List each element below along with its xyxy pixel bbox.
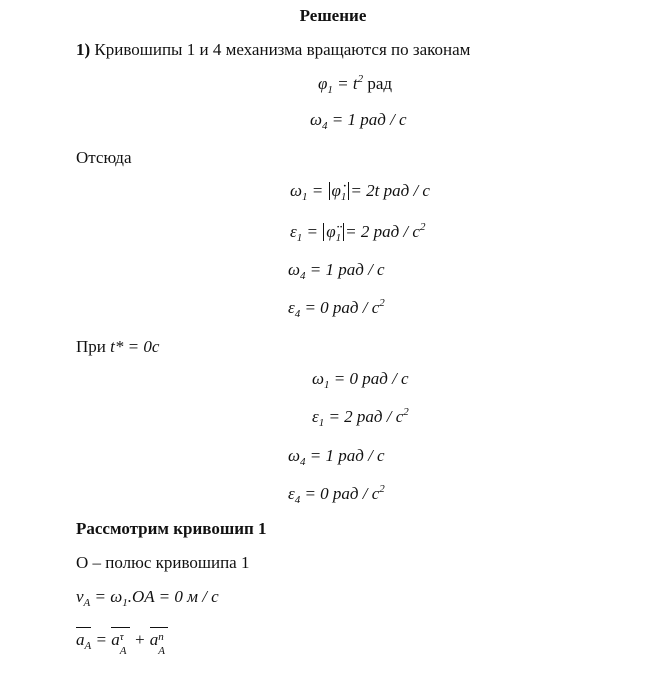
phi1-power: 2 bbox=[357, 73, 364, 85]
formula-omega1-derived: $\omega_1$ = $\varphi̇_1 = 2t$ рад / с bbox=[290, 181, 430, 203]
omega-subscript: 4 bbox=[322, 120, 328, 132]
epsilon-symbol: ε bbox=[312, 407, 319, 426]
omega-subscript: 1 bbox=[302, 191, 308, 203]
v-symbol: v bbox=[76, 587, 84, 606]
intro-number: 1) bbox=[76, 40, 91, 59]
eps1-derived-value: = 2 рад / с bbox=[345, 222, 420, 241]
v-subscript: A bbox=[83, 597, 91, 609]
abs-phi-ddot bbox=[323, 222, 344, 244]
omega-symbol: ω bbox=[288, 446, 301, 465]
epsilon-symbol: ε bbox=[288, 484, 295, 503]
a-n-indices bbox=[158, 631, 168, 657]
eps1-at-value: = 2 рад / с bbox=[324, 407, 404, 426]
formula-eps1-at bbox=[312, 407, 409, 427]
eps4-power: 2 bbox=[379, 297, 385, 309]
omega-symbol: ω bbox=[310, 110, 323, 129]
epsilon-subscript: 1 bbox=[318, 417, 325, 429]
formula-omega4-at bbox=[288, 446, 385, 466]
omega1-at-value: = 0 рад / с bbox=[329, 369, 409, 388]
omega-symbol: ω bbox=[312, 369, 325, 388]
formula-eps4-derived bbox=[288, 298, 385, 318]
abs-phi-dot bbox=[329, 181, 350, 203]
aA-plus: + bbox=[129, 630, 150, 649]
vA-omega-subscript: 1 bbox=[122, 597, 128, 609]
a-symbol: a bbox=[76, 630, 85, 649]
omega-symbol: ω bbox=[288, 260, 301, 279]
epsilon-symbol: ε bbox=[288, 298, 295, 317]
vA-value: .OA = 0 м / с bbox=[127, 587, 219, 606]
a-tau-indices bbox=[119, 631, 130, 657]
at-time-line bbox=[76, 337, 159, 357]
at-time-label: При bbox=[76, 337, 111, 356]
formula-phi1-law bbox=[318, 74, 392, 94]
phi1-equals-t: = t bbox=[332, 74, 358, 93]
eps4-derived-value: = 0 рад / с bbox=[300, 298, 380, 317]
formula-eps1-derived: $\varepsilon_1$ = $\varphï_1 = 2$ рад / $с^2$ bbox=[290, 221, 426, 244]
pole-text: О – полюс кривошипа 1 bbox=[76, 553, 250, 572]
vA-omega: = ω bbox=[90, 587, 123, 606]
omega1-derived-value: = 2t рад / с bbox=[350, 181, 430, 200]
phi-dot-subscript: 1 bbox=[340, 191, 347, 203]
section-heading: Рассмотрим кривошип 1 bbox=[76, 519, 267, 538]
intro-line bbox=[76, 40, 470, 60]
omega-subscript: 4 bbox=[300, 270, 306, 282]
intro-text: Кривошипы 1 и 4 механизма вращаются по законам bbox=[94, 40, 471, 59]
formula-omega4-derived bbox=[288, 260, 385, 280]
omega4-at-value: = 1 рад / с bbox=[305, 446, 385, 465]
at-time-expr: t* = 0с bbox=[110, 337, 160, 356]
omega4-value: = 1 рад / с bbox=[327, 110, 407, 129]
omega-symbol: ω bbox=[290, 181, 303, 200]
formula-omega1-at bbox=[312, 369, 409, 389]
a-n-symbol: a bbox=[149, 630, 159, 649]
phi-symbol: φ bbox=[318, 74, 328, 93]
aA-vector bbox=[76, 627, 91, 650]
eps4-at-power: 2 bbox=[379, 483, 385, 495]
tau-superscript: τ bbox=[119, 631, 124, 643]
epsilon-subscript: 4 bbox=[294, 494, 301, 506]
phi1-unit: рад bbox=[363, 74, 393, 93]
a-tau-subscript: A bbox=[119, 645, 127, 657]
formula-omega4-law bbox=[310, 110, 407, 130]
phi-dot: φ̇ bbox=[331, 181, 341, 200]
page-title: Решение bbox=[299, 6, 367, 25]
formula-eps4-at bbox=[288, 484, 385, 504]
omega-subscript: 4 bbox=[300, 456, 306, 468]
epsilon-subscript: 4 bbox=[294, 308, 301, 320]
epsilon-subscript: 1 bbox=[296, 232, 303, 244]
eps4-at-value: = 0 рад / с bbox=[300, 484, 380, 503]
aA-tau-vector bbox=[111, 627, 130, 657]
epsilon-symbol: ε bbox=[290, 222, 297, 241]
a-tau-symbol: a bbox=[111, 630, 120, 649]
hence-label: Отсюда bbox=[76, 148, 132, 167]
a-n-subscript: A bbox=[158, 645, 165, 657]
phi-ddot: φ̈ bbox=[326, 222, 336, 241]
formula-aA bbox=[76, 627, 168, 657]
aA-equals: = bbox=[91, 630, 112, 649]
phi-subscript: 1 bbox=[327, 84, 333, 96]
n-superscript: n bbox=[158, 631, 164, 643]
aA-n-vector bbox=[149, 627, 169, 657]
a-subscript: A bbox=[84, 640, 92, 652]
phi-ddot-subscript: 1 bbox=[335, 232, 342, 244]
omega-subscript: 1 bbox=[324, 379, 330, 391]
eps1-power: 2 bbox=[419, 221, 426, 233]
formula-vA bbox=[76, 587, 219, 607]
omega4-derived-value: = 1 рад / с bbox=[305, 260, 385, 279]
eps1-at-power: 2 bbox=[403, 406, 409, 418]
